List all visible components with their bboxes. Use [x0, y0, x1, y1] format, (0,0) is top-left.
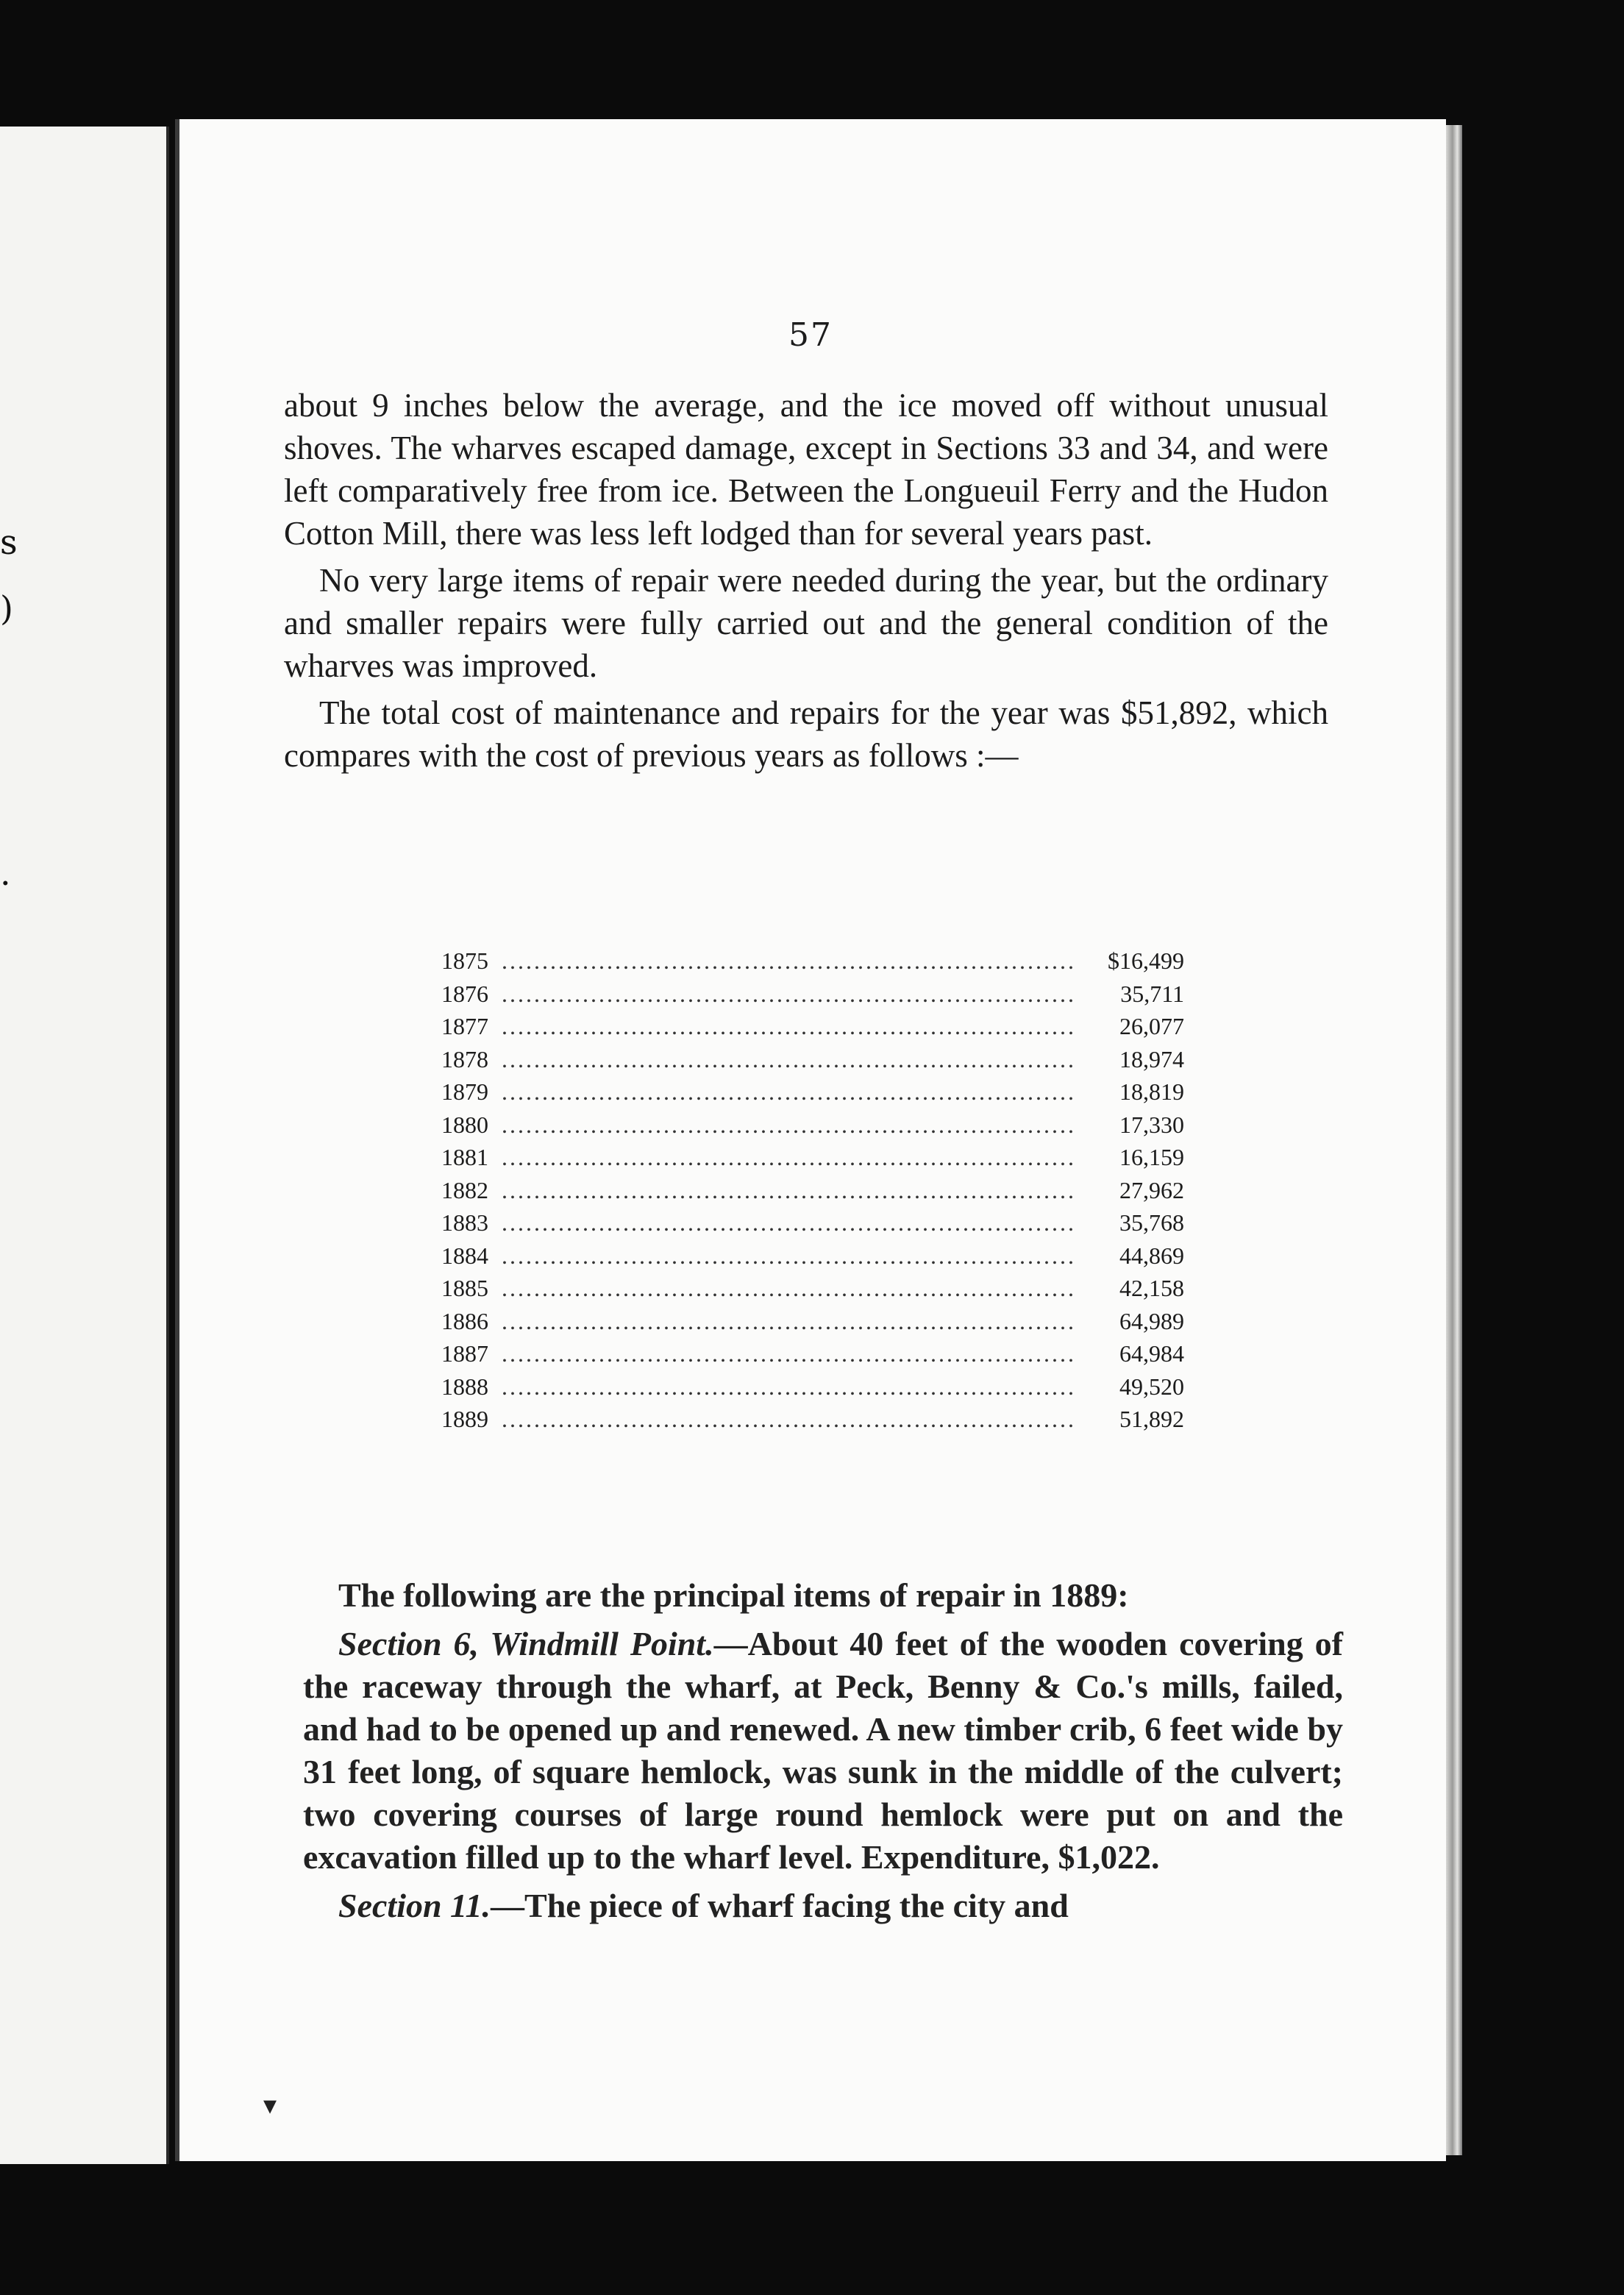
dot-leader [502, 1209, 1072, 1237]
cost-table-row [441, 1242, 1184, 1275]
dot-leader [502, 1242, 1072, 1270]
cost-year: 1880 [441, 1111, 488, 1138]
cost-year: 1875 [441, 947, 488, 974]
cost-table-row [441, 1078, 1184, 1111]
paragraph-section-11 [303, 1885, 1343, 1927]
cost-table-row [441, 1308, 1184, 1341]
dot-leader [502, 1078, 1072, 1106]
cost-amount: 49,520 [1119, 1373, 1184, 1400]
cost-table-row [441, 947, 1184, 981]
cost-table-row [441, 1144, 1184, 1177]
cost-year: 1888 [441, 1373, 488, 1400]
dot-leader [502, 1177, 1072, 1204]
cost-amount: 42,158 [1119, 1275, 1184, 1301]
cost-amount: 27,962 [1119, 1176, 1184, 1203]
cost-table-row [441, 1209, 1184, 1242]
page-number: 57 [788, 316, 833, 354]
paragraph-repairs: No very large items of repair were needed during the year, but the ordinary and smaller repairs were fully carried out and the general condition of the wharves was improved. [284, 562, 1328, 684]
cost-amount: $16,499 [1108, 947, 1184, 974]
dot-leader [502, 1144, 1072, 1171]
cost-amount: 51,892 [1119, 1406, 1184, 1432]
cost-year: 1879 [441, 1078, 488, 1105]
cost-table-row [441, 1111, 1184, 1145]
dot-leader [502, 1373, 1072, 1401]
cost-table-row [441, 1275, 1184, 1308]
dot-leader [502, 1013, 1072, 1040]
body-text-bottom [303, 1574, 1343, 1933]
dot-leader [502, 1340, 1072, 1367]
cost-table-row [441, 1013, 1184, 1046]
cost-year: 1887 [441, 1340, 488, 1367]
dot-leader [502, 1046, 1072, 1073]
ink-speck: ▾ [263, 2091, 277, 2121]
dot-leader [502, 1406, 1072, 1433]
section-11-text: —The piece of wharf facing the city and [491, 1887, 1069, 1924]
cost-amount: 17,330 [1119, 1111, 1184, 1138]
dot-leader [502, 981, 1072, 1008]
dot-leader [502, 947, 1072, 975]
cost-year: 1884 [441, 1242, 488, 1269]
paragraph-ice-conditions: about 9 inches below the average, and the ice moved off without unusual shoves. The wharves escaped damage, except in Sections 33 and 34, and were left comparatively free from ice. Between the Longueuil Ferry and the Hudon Cotton Mill, there was less left lodged than for several years past. [284, 387, 1328, 552]
cost-year: 1886 [441, 1307, 488, 1334]
previous-page-margin-marks: s ) . [0, 522, 18, 893]
cost-year: 1881 [441, 1144, 488, 1170]
cost-amount: 64,984 [1119, 1340, 1184, 1367]
cost-table-row [441, 1046, 1184, 1079]
section-6-text: —About 40 feet of the wooden covering of the raceway through the wharf, at Peck, Benny & Co.'s mills, failed, and had to be opened up and renewed. A new timber crib, 6 feet wide by 31 feet long, of square hemlock, was sunk in the middle of the culvert; two covering courses of large round hemlock were put on and the excavation filled up to the wharf level. Expenditure, $1,022. [303, 1625, 1343, 1876]
cost-table-row [441, 981, 1184, 1014]
cost-year: 1882 [441, 1176, 488, 1203]
cost-year: 1885 [441, 1275, 488, 1301]
previous-page-edge [0, 127, 169, 2164]
cost-by-year-table [441, 947, 1184, 1439]
cost-table-row [441, 1340, 1184, 1373]
dot-leader [502, 1308, 1072, 1335]
intro-line: The following are the principal items of repair in 1889: [338, 1576, 1129, 1614]
section-11-label: Section 11. [338, 1887, 491, 1924]
cost-amount: 35,768 [1119, 1209, 1184, 1236]
cost-year: 1889 [441, 1406, 488, 1432]
cost-amount: 16,159 [1119, 1144, 1184, 1170]
dot-leader [502, 1111, 1072, 1139]
cost-amount: 44,869 [1119, 1242, 1184, 1269]
cost-amount: 35,711 [1120, 980, 1184, 1007]
cost-year: 1876 [441, 980, 488, 1007]
cost-amount: 64,989 [1119, 1307, 1184, 1334]
cost-amount: 18,819 [1119, 1078, 1184, 1105]
body-text-top [284, 384, 1328, 781]
paragraph-section-6 [303, 1623, 1343, 1879]
book-page [175, 119, 1446, 2161]
section-6-label: Section 6, Windmill Point. [338, 1625, 714, 1662]
cost-table-row [441, 1177, 1184, 1210]
page-stack-edge [1446, 125, 1462, 2155]
cost-year: 1878 [441, 1045, 488, 1072]
cost-amount: 18,974 [1119, 1045, 1184, 1072]
cost-year: 1883 [441, 1209, 488, 1236]
cost-year: 1877 [441, 1013, 488, 1039]
paragraph-total-cost: The total cost of maintenance and repairs for the year was $51,892, which compares with the cost of previous years as follows :— [284, 694, 1328, 774]
cost-amount: 26,077 [1119, 1013, 1184, 1039]
cost-table-row [441, 1406, 1184, 1439]
dot-leader [502, 1275, 1072, 1302]
cost-table-row [441, 1373, 1184, 1406]
